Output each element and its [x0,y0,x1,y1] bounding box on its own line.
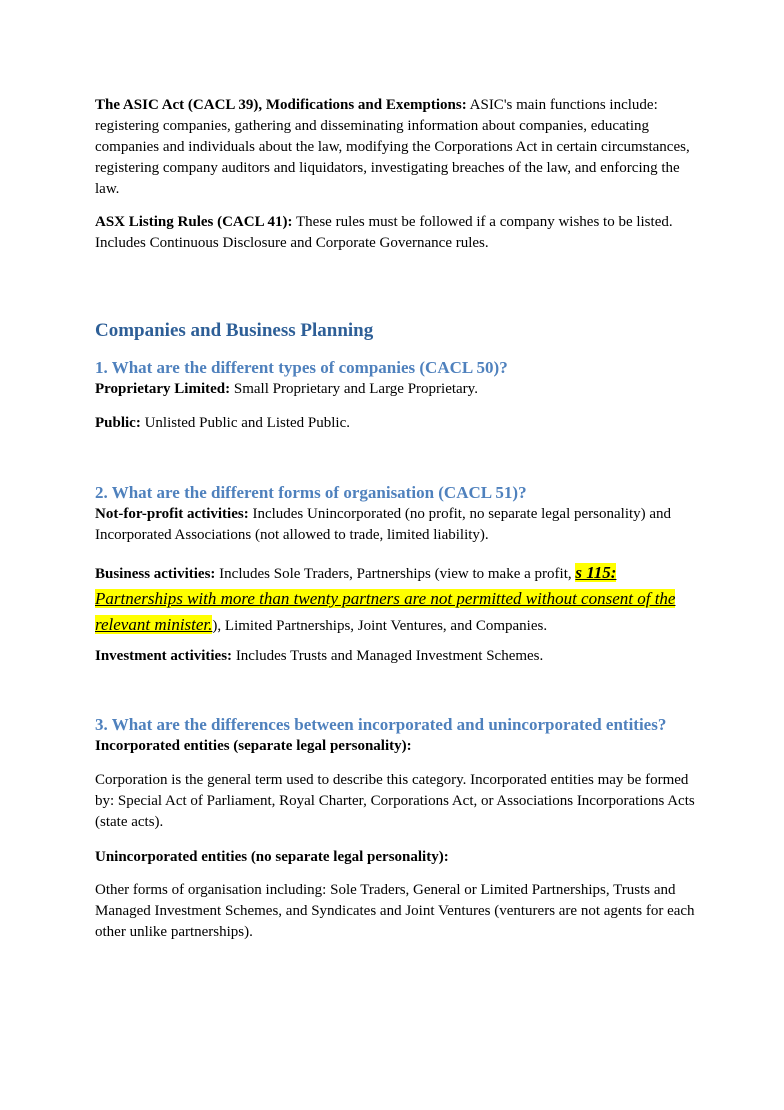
asic-heading: The ASIC Act (CACL 39), Modifications and Exemptions: [95,97,467,113]
public-label: Public: [95,415,141,431]
question-2-title: 2. What are the different forms of organisation (CACL 51)? [95,483,527,502]
proprietary-text: Small Proprietary and Large Proprietary. [233,381,478,397]
public-paragraph [95,413,695,434]
highlight-text: Partnerships with more than twenty partners are not permitted without consent of the relevant minister. [95,589,676,634]
nfp-text: Includes Unincorporated (no profit, no separate legal personality) and Incorporated Associations (not allowed to trade, limited liability). [95,506,672,543]
incorporated-heading-text: Incorporated entities (separate legal personality): [95,738,412,754]
proprietary-label: Proprietary Limited: [95,381,231,397]
investment-paragraph [95,646,695,667]
proprietary-paragraph [95,379,695,400]
unincorporated-heading-text: Unincorporated entities (no separate legal personality): [95,849,449,865]
public-text: Unlisted Public and Listed Public. [144,415,350,431]
investment-text: Includes Trusts and Managed Investment Schemes. [235,648,544,664]
unincorporated-paragraph: Other forms of organisation including: Sole Traders, General or Limited Partnerships, Trusts and Managed Investment Schemes, and Syndicates and Joint Ventures (venturers are not agents for each other unlike partnerships). [95,882,695,940]
asic-text: ASIC's main functions include: registering companies, gathering and disseminating information about companies, educating companies and individuals about the law, modifying the Corporations Act in certain circumstances, registering company auditors and liquidators, investigating breaches of the law, and enforcing the law. [95,97,690,197]
asx-heading: ASX Listing Rules (CACL 41): [95,214,293,230]
nfp-paragraph [95,504,695,546]
question-1-title: 1. What are the different types of companies (CACL 50)? [95,358,508,377]
asx-paragraph [95,212,685,254]
highlight-section-number: s 115: [575,563,617,582]
asic-paragraph [95,95,695,200]
business-text-after: ), Limited Partnerships, Joint Ventures, and Companies. [212,618,548,634]
business-text-before: Includes Sole Traders, Partnerships (view to make a profit, [219,566,572,582]
question-3-title: 3. What are the differences between incorporated and unincorporated entities? [95,715,667,734]
section-title: Companies and Business Planning [95,320,374,341]
asx-text: These rules must be followed if a company wishes to be listed. Includes Continuous Disclosure and Corporate Governance rules. [95,214,673,251]
business-paragraph [95,561,695,639]
unincorporated-heading [95,847,695,868]
incorporated-paragraph: Corporation is the general term used to describe this category. Incorporated entities may be formed by: Special Act of Parliament, Royal Charter, Corporations Act, or Associations Incorporations Acts (state acts). [95,772,695,830]
nfp-label: Not-for-profit activities: [95,506,249,522]
business-label: Business activities: [95,566,216,582]
incorporated-heading [95,736,695,757]
investment-label: Investment activities: [95,648,233,664]
